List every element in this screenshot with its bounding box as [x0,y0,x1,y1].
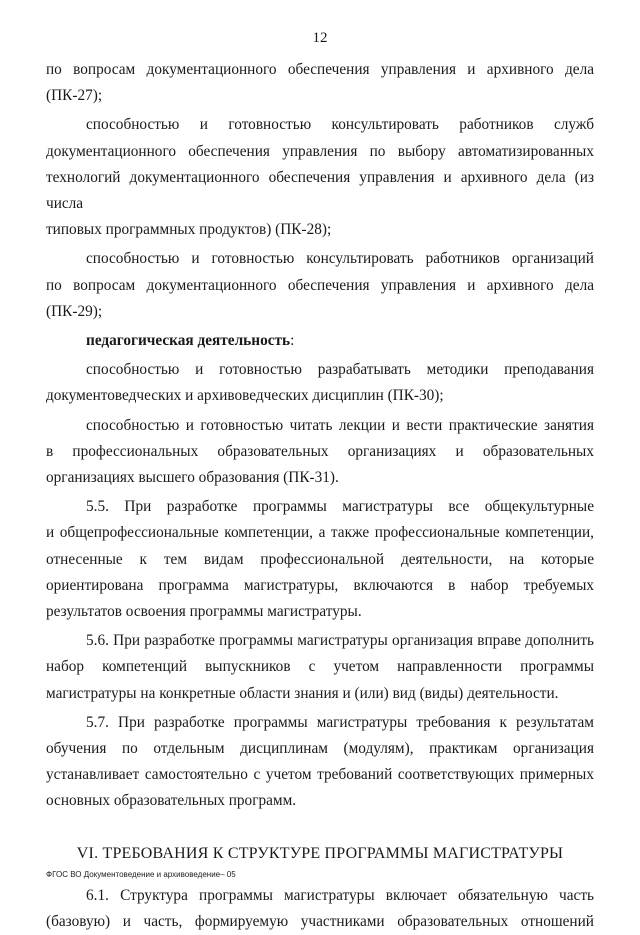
paragraph-pk31 [46,413,594,492]
text-line: основных образовательных программ. [46,792,297,810]
paragraph-pk30 [46,357,594,409]
page-number: 12 [312,30,328,46]
text-line: в профессиональных образовательных организациях и образовательных [46,442,594,460]
text-line: обучения по отдельным дисциплинам (модулям), практикам организация [46,740,594,758]
text-line: способностью и готовностью разрабатывать методики преподавания [86,361,594,379]
paragraph-5-6 [46,628,594,707]
text-line: 5.5. При разработке программы магистратуры все общекультурные [86,498,594,516]
subheading-text: педагогическая деятельность [86,332,291,350]
text-line: результатов освоения программы магистратуры. [46,603,362,621]
text-line: 5.7. При разработке программы магистратуры требования к результатам [86,713,594,731]
text-line: отнесенные к тем видам профессиональной деятельности, на которые [46,550,594,568]
text-line: 5.6. При разработке программы магистратуры организация вправе дополнить [86,632,594,650]
paragraph-pk28 [46,112,594,243]
text-line: способностью и готовностью читать лекции и вести практические занятия [86,416,594,434]
text-line: ориентирована программа магистратуры, включаются в набор требуемых [46,576,594,594]
text-line: набор компетенций выпускников с учетом направленности программы [46,658,594,676]
subheading-colon: : [290,332,295,350]
text-line: способностью и готовностью консультировать работников служб [86,116,594,134]
paragraph-pk29 [46,246,594,325]
paragraph-5-5 [46,494,594,625]
text-line: 6.1. Структура программы магистратуры включает обязательную часть [86,886,594,904]
text-line: технологий документационного обеспечения управления и архивного дела (из числа [46,168,594,213]
paragraph-6-1 [46,883,594,935]
text-line: (базовую) и часть, формируемую участниками образовательных отношений [46,913,594,931]
section-heading: VI. ТРЕБОВАНИЯ К СТРУКТУРЕ ПРОГРАММЫ МАГИСТРАТУРЫ [76,844,564,862]
subheading-pedagogical [46,328,594,354]
text-line: способностью и готовностью консультировать работников организаций [86,250,594,268]
text-line: документационного обеспечения управления по выбору автоматизированных [46,142,594,160]
page-body [46,57,594,935]
text-line: документоведческих и архивоведческих дисциплин (ПК-30); [46,387,444,405]
document-footer: ФГОС ВО Документоведение и архивоведение– 05 [46,870,236,879]
text-line: по вопросам документационного обеспечения управления и архивного дела (ПК-27); [46,61,594,105]
text-line: и общепрофессиональные компетенции, а также профессиональные компетенции, [46,524,594,542]
paragraph-5-7 [46,710,594,815]
text-line: типовых программных продуктов) (ПК-28); [46,221,332,239]
text-line: устанавливает самостоятельно с учетом требований соответствующих примерных [46,766,594,784]
text-line: магистратуры на конкретные области знания и (или) вид (виды) деятельности. [46,684,559,702]
text-line: по вопросам документационного обеспечения управления и архивного дела (ПК-29); [46,276,594,320]
text-line: организациях высшего образования (ПК-31). [46,469,339,487]
